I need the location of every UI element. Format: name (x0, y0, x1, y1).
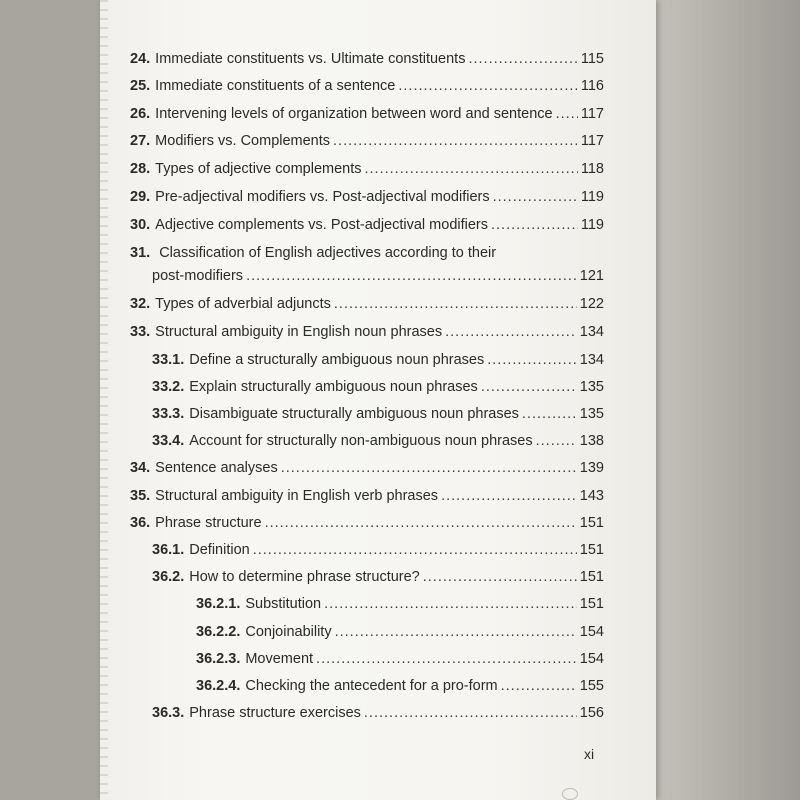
toc-number: 36.2.3. (196, 651, 241, 667)
toc-title: Intervening levels of organization between word and sentence (155, 106, 553, 122)
toc-title: Phrase structure (155, 515, 262, 531)
toc-page: 143 (579, 488, 604, 504)
toc-page: 134 (579, 324, 604, 340)
toc-title: How to determine phrase structure? (189, 569, 420, 585)
toc-leader (491, 217, 578, 233)
toc-leader (445, 324, 577, 340)
toc-entry (130, 78, 604, 94)
toc-number: 36.2.1. (196, 596, 241, 612)
toc-title: Substitution (245, 596, 322, 612)
toc-page: 122 (579, 296, 604, 312)
toc-number: 36.3. (152, 705, 185, 721)
toc-number: 33. (130, 324, 151, 340)
toc-leader (481, 379, 577, 395)
toc-page: 138 (579, 433, 604, 449)
toc-entry (130, 460, 604, 476)
toc-entry (130, 217, 604, 233)
toc-entry (130, 488, 604, 504)
page-number: xi (584, 746, 595, 762)
toc-title: Checking the antecedent for a pro-form (245, 678, 498, 694)
toc-page: 119 (580, 217, 604, 233)
toc-entry (130, 133, 604, 149)
toc-entry (152, 705, 604, 721)
toc-number: 33.1. (152, 352, 185, 368)
toc-entry-first-line (130, 245, 496, 261)
toc-number: 32. (130, 296, 151, 312)
toc-page: 151 (579, 515, 604, 531)
toc-leader (281, 460, 577, 476)
toc-leader (265, 515, 577, 531)
toc-number: 33.4. (152, 433, 185, 449)
toc-title: Pre-adjectival modifiers vs. Post-adjectival modifiers (155, 189, 490, 205)
toc-entry (196, 596, 604, 612)
toc-number: 31. (130, 245, 151, 261)
toc-title: Sentence analyses (155, 460, 278, 476)
toc-number: 36.1. (152, 542, 185, 558)
toc-title: Disambiguate structurally ambiguous noun phrases (189, 406, 519, 422)
toc-leader (316, 651, 577, 667)
toc-page: 134 (579, 352, 604, 368)
toc-title: Movement (245, 651, 314, 667)
toc-leader (253, 542, 577, 558)
toc-entry (130, 161, 604, 177)
toc-leader (365, 161, 578, 177)
toc-page: 121 (579, 268, 604, 284)
toc-number: 28. (130, 161, 151, 177)
toc-title: Account for structurally non-ambiguous noun phrases (189, 433, 533, 449)
toc-page: 155 (579, 678, 604, 694)
toc-entry (130, 296, 604, 312)
toc-entry (130, 515, 604, 531)
toc-number: 36.2.4. (196, 678, 241, 694)
toc-page: 156 (579, 705, 604, 721)
toc-number: 27. (130, 133, 151, 149)
toc-entry (152, 569, 604, 585)
toc-page: 135 (579, 406, 604, 422)
toc-leader (536, 433, 577, 449)
toc-number: 36.2. (152, 569, 185, 585)
toc-title: Structural ambiguity in English noun phrases (155, 324, 443, 340)
toc-page: 117 (580, 106, 604, 122)
toc-number: 25. (130, 78, 151, 94)
toc-title: Immediate constituents vs. Ultimate constituents (155, 51, 466, 67)
toc-entry (196, 651, 604, 667)
toc-title: Explain structurally ambiguous noun phrases (189, 379, 478, 395)
toc-page: 118 (580, 161, 604, 177)
toc-entry-continuation (152, 268, 604, 284)
toc-page: 154 (579, 624, 604, 640)
toc-page: 119 (580, 189, 604, 205)
toc-page: 117 (580, 133, 604, 149)
toc-leader (246, 268, 577, 284)
toc-title-continuation: post-modifiers (152, 268, 244, 284)
toc-number: 29. (130, 189, 151, 205)
binding-edge (100, 0, 108, 800)
toc-page: 139 (579, 460, 604, 476)
toc-title: Modifiers vs. Complements (155, 133, 331, 149)
toc-entry (152, 352, 604, 368)
toc-leader (468, 51, 577, 67)
toc-leader (334, 296, 577, 312)
toc-leader (324, 596, 577, 612)
toc-leader (501, 678, 577, 694)
toc-leader (522, 406, 577, 422)
toc-leader (487, 352, 577, 368)
table-of-contents (100, 0, 656, 800)
toc-entry (152, 406, 604, 422)
toc-entry (130, 106, 604, 122)
toc-number: 35. (130, 488, 151, 504)
toc-title: Immediate constituents of a sentence (155, 78, 396, 94)
toc-page: 115 (580, 51, 604, 67)
toc-title: Classification of English adjectives according to their (159, 245, 497, 261)
toc-page: 151 (579, 596, 604, 612)
toc-page: 116 (580, 78, 604, 94)
toc-title: Definition (189, 542, 250, 558)
toc-page: 151 (579, 569, 604, 585)
toc-leader (556, 106, 578, 122)
toc-entry (152, 433, 604, 449)
book-page (100, 0, 656, 800)
toc-leader (333, 133, 578, 149)
toc-number: 34. (130, 460, 151, 476)
toc-number: 30. (130, 217, 151, 233)
toc-leader (335, 624, 577, 640)
toc-entry (130, 324, 604, 340)
toc-number: 33.3. (152, 406, 185, 422)
toc-title: Define a structurally ambiguous noun phrases (189, 352, 485, 368)
toc-page: 135 (579, 379, 604, 395)
toc-title: Types of adverbial adjuncts (155, 296, 331, 312)
toc-leader (423, 569, 577, 585)
toc-number: 36.2.2. (196, 624, 241, 640)
toc-leader (398, 78, 578, 94)
toc-page: 151 (579, 542, 604, 558)
toc-title: Adjective complements vs. Post-adjectival modifiers (155, 217, 488, 233)
toc-title: Structural ambiguity in English verb phrases (155, 488, 439, 504)
toc-number: 36. (130, 515, 151, 531)
toc-entry (130, 51, 604, 67)
toc-leader (493, 189, 578, 205)
toc-title: Phrase structure exercises (189, 705, 361, 721)
toc-title: Types of adjective complements (155, 161, 362, 177)
toc-number: 33.2. (152, 379, 185, 395)
toc-title: Conjoinability (245, 624, 332, 640)
toc-entry (196, 678, 604, 694)
toc-entry (152, 542, 604, 558)
page-corner-mark (562, 788, 578, 800)
toc-leader (441, 488, 577, 504)
toc-entry (152, 379, 604, 395)
toc-page: 154 (579, 651, 604, 667)
toc-entry (196, 624, 604, 640)
toc-number: 24. (130, 51, 151, 67)
toc-entry (130, 189, 604, 205)
toc-leader (364, 705, 577, 721)
toc-number: 26. (130, 106, 151, 122)
